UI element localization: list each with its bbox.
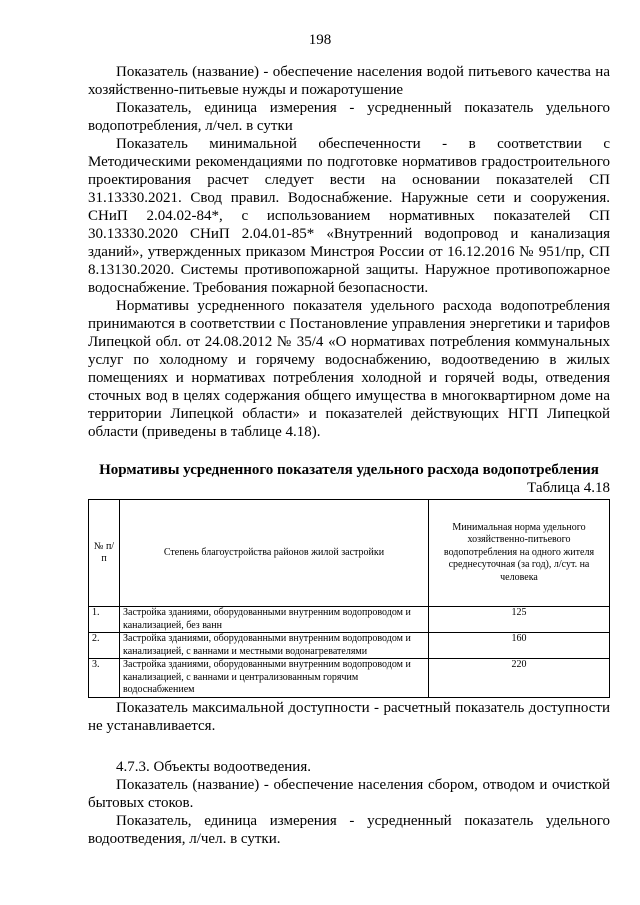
paragraph: Нормативы усредненного показателя удельного расхода водопотребления принимаются в соответствии с Постановление управления энергетики и тарифов Липецкой обл. от 24.08.2012 № 35/4 «О нормативах потребления коммунальных услуг по холодному и горячему водоснабжению, водоотведению в жилых помещениях и нормативах потребления холодной и горячей воды, отведения сточных вод в целях содержания общего имущества в многоквартирном доме на территории Липецкой области» и показателей действующих НГП Липецкой области (приведены в таблице 4.18). [88,298,610,440]
row-value: 220 [429,659,610,698]
row-num: 3. [89,659,120,698]
page-number: 198 [308,32,332,48]
document-body [88,63,610,848]
row-value: 125 [429,607,610,633]
norms-table [88,499,610,698]
paragraph: Показатель минимальной обеспеченности - в соответствии с Методическими рекомендациями по подготовке нормативов градостроительного проектирования расчет следует вести на основании показателей СП 31.13330.2021. Свод правил. Водоснабжение. Наружные сети и сооружения. СНиП 2.04.02-84*, с использованием нормативных показателей СП 30.13330.2020 СНиП 2.04.01-85* «Внутренний водопровод и канализация зданий», утвержденных приказом Минстроя России от 16.12.2016 № 951/пр, СП 8.13130.2020. Системы противопожарной защиты. Наружное противопожарное водоснабжение. Требования пожарной безопасности. [88,136,610,296]
table-row [89,633,610,659]
paragraph: Показатель (название) - обеспечение населения водой питьевого качества на хозяйственно-питьевые нужды и пожаротушение [88,64,610,98]
row-degree: Застройка зданиями, оборудованными внутренним водопроводом и канализацией, без ванн [120,607,429,633]
paragraph: Показатель, единица измерения - усредненный показатель удельного водопотребления, л/чел. в сутки [88,100,610,134]
header-degree: Степень благоустройства районов жилой застройки [120,500,429,607]
paragraph: Показатель максимальной доступности - расчетный показатель доступности не устанавливается. [88,699,610,734]
table-row [89,607,610,633]
table-title: Нормативы усредненного показателя удельного расхода водопотребления [99,462,599,478]
row-num: 1. [89,607,120,633]
table-row [89,659,610,698]
header-num: № п/п [89,500,120,607]
paragraph: Показатель (название) - обеспечение населения сбором, отводом и очисткой бытовых стоков. [88,776,610,811]
section-heading: 4.7.3. Объекты водоотведения. [116,758,311,775]
row-degree: Застройка зданиями, оборудованными внутренним водопроводом и канализацией, с ваннами и централизованным горячим водоснабжением [120,659,429,698]
row-num: 2. [89,633,120,659]
header-norm: Минимальная норма удельного хозяйственно-питьевого водопотребления на одного жителя среднесуточная (за год), л/сут. на человека [429,500,610,607]
row-degree: Застройка зданиями, оборудованными внутренним водопроводом и канализацией, с ваннами и местными водонагревателями [120,633,429,659]
row-value: 160 [429,633,610,659]
table-label: Таблица 4.18 [527,480,610,496]
table-header-row [89,500,610,607]
paragraph: Показатель, единица измерения - усредненный показатель удельного водоотведения, л/чел. в сутки. [88,812,610,847]
